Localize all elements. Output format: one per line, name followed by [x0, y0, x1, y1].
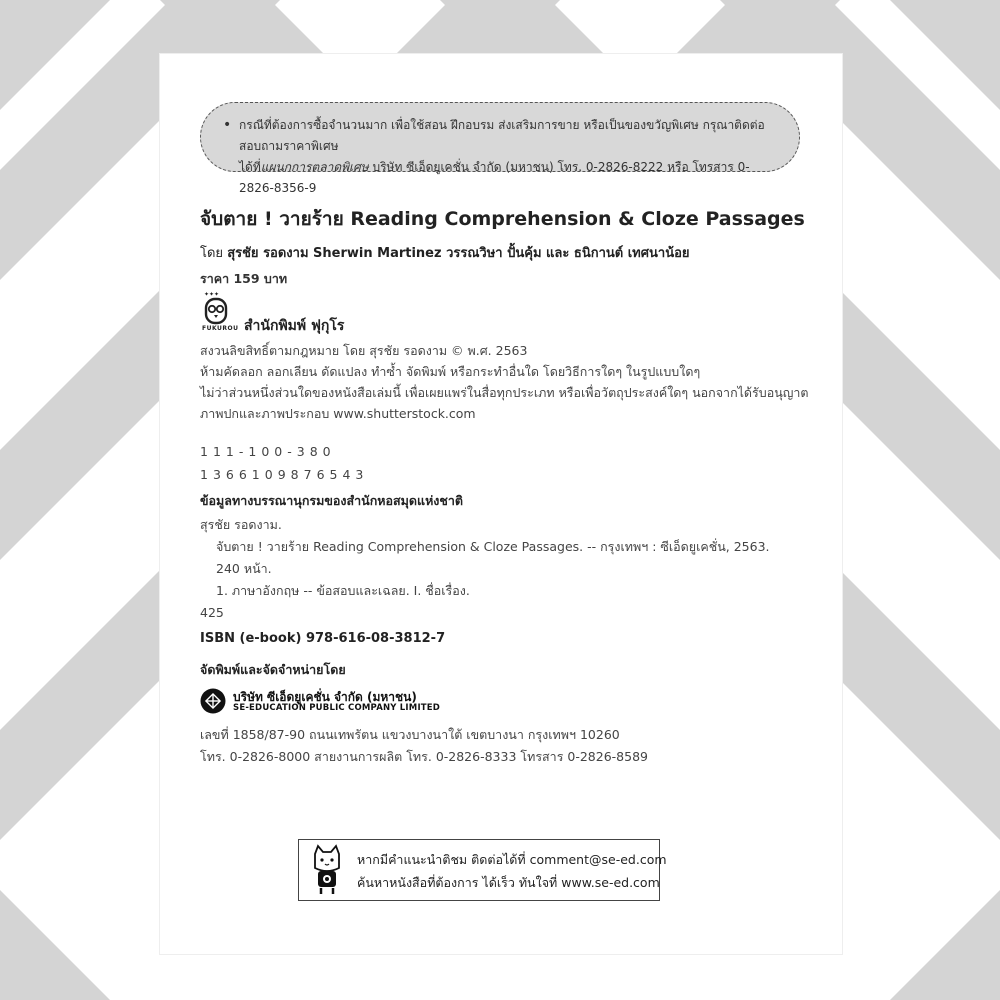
contact-box	[298, 839, 667, 901]
catalog-entry: จับตาย ! วายร้าย Reading Comprehension & Cloze Passages. -- กรุงเทพฯ : ซีเอ็ดยูเคชั่น, 2563.	[216, 539, 770, 554]
barcode-number: 1366109876543	[200, 467, 369, 482]
address-line: เลขที่ 1858/87-90 ถนนเทพรัตน แขวงบางนาใต้ เขตบางนา กรุงเทพฯ 10260	[200, 727, 620, 742]
se-ed-emblem-icon	[200, 688, 226, 714]
distributor-address	[200, 724, 648, 768]
phone-line: โทร. 0-2826-8000 สายงานการผลิต โทร. 0-2826-8333 โทรสาร 0-2826-8589	[200, 749, 648, 764]
notice-line-1: กรณีที่ต้องการซื้อจำนวนมาก เพื่อใช้สอน ฝึกอบรม ส่งเสริมการขาย หรือเป็นของขวัญพิเศษ กรุณาติดต่อสอบถามราคาพิเศษ	[239, 118, 765, 153]
book-info-page	[160, 54, 842, 954]
feedback-contact: หากมีคำแนะนำติชม ติดต่อได้ที่ comment@se-ed.com	[357, 852, 667, 867]
cataloging-block	[200, 514, 840, 624]
owl-logo-caption: FUKUROU	[202, 325, 239, 332]
cataloging-heading: ข้อมูลทางบรรณานุกรมของสำนักหอสมุดแห่งชาติ	[200, 493, 464, 508]
book-title: จับตาย ! วายร้าย Reading Comprehension & Cloze Passages	[200, 208, 805, 230]
copyright-line: ไม่ว่าส่วนหนึ่งส่วนใดของหนังสือเล่มนี้ เพื่อเผยแพร่ในสื่อทุกประเภท หรือเพื่อวัตถุประสงค์ใดๆ นอกจากได้รับอนุญาต	[200, 385, 809, 400]
book-codes	[200, 440, 368, 486]
svg-text:✦✦✦: ✦✦✦	[204, 291, 220, 298]
product-code: 111-100-380	[200, 444, 336, 459]
book-price: ราคา 159 บาท	[200, 271, 288, 286]
image-credit-line: ภาพปกและภาพประกอบ www.shutterstock.com	[200, 406, 476, 421]
website-contact: ค้นหาหนังสือที่ต้องการ ได้เร็ว ทันใจที่ www.se-ed.com	[357, 875, 660, 890]
book-authors: โดย สุรชัย รอดงาม Sherwin Martinez วรรณวิษา ปั้นคุ้ม และ ธนิกานต์ เทศนาน้อย	[200, 246, 690, 261]
distributor-name-english: SE-EDUCATION PUBLIC COMPANY LIMITED	[233, 703, 441, 713]
distributor-name-thai: บริษัท ซีเอ็ดยูเคชั่น จำกัด (มหาชน)	[233, 690, 417, 704]
publisher-name: สำนักพิมพ์ ฟุกุโร	[244, 318, 345, 334]
cat-mascot-icon	[309, 844, 345, 896]
catalog-pages: 240 หน้า.	[216, 561, 272, 576]
catalog-subjects: 1. ภาษาอังกฤษ -- ข้อสอบและเฉลย. I. ชื่อเรื่อง.	[216, 583, 470, 598]
copyright-block	[200, 340, 840, 424]
copyright-line: สงวนลิขสิทธิ์ตามกฎหมาย โดย สุรชัย รอดงาม © พ.ศ. 2563	[200, 343, 528, 358]
catalog-classification: 425	[200, 605, 224, 620]
copyright-line: ห้ามคัดลอก ลอกเลียน ดัดแปลง ทำซ้ำ จัดพิมพ์ หรือกระทำอื่นใด โดยวิธีการใดๆ ในรูปแบบใดๆ	[200, 364, 701, 379]
bulk-purchase-notice	[200, 102, 800, 195]
isbn: ISBN (e-book) 978-616-08-3812-7	[200, 631, 446, 646]
notice-line-2: ได้ที่แผนกการตลาดพิเศษ บริษัท ซีเอ็ดยูเคชั่น จำกัด (มหาชน) โทร. 0-2826-8222 หรือ โทรสาร 0-2826-8356-9	[239, 160, 750, 195]
distributor-heading: จัดพิมพ์และจัดจำหน่ายโดย	[200, 662, 346, 677]
catalog-author: สุรชัย รอดงาม.	[200, 517, 282, 532]
bullet-icon: •	[223, 117, 232, 133]
se-ed-logo	[200, 688, 600, 718]
publisher-logo-row	[200, 290, 500, 338]
